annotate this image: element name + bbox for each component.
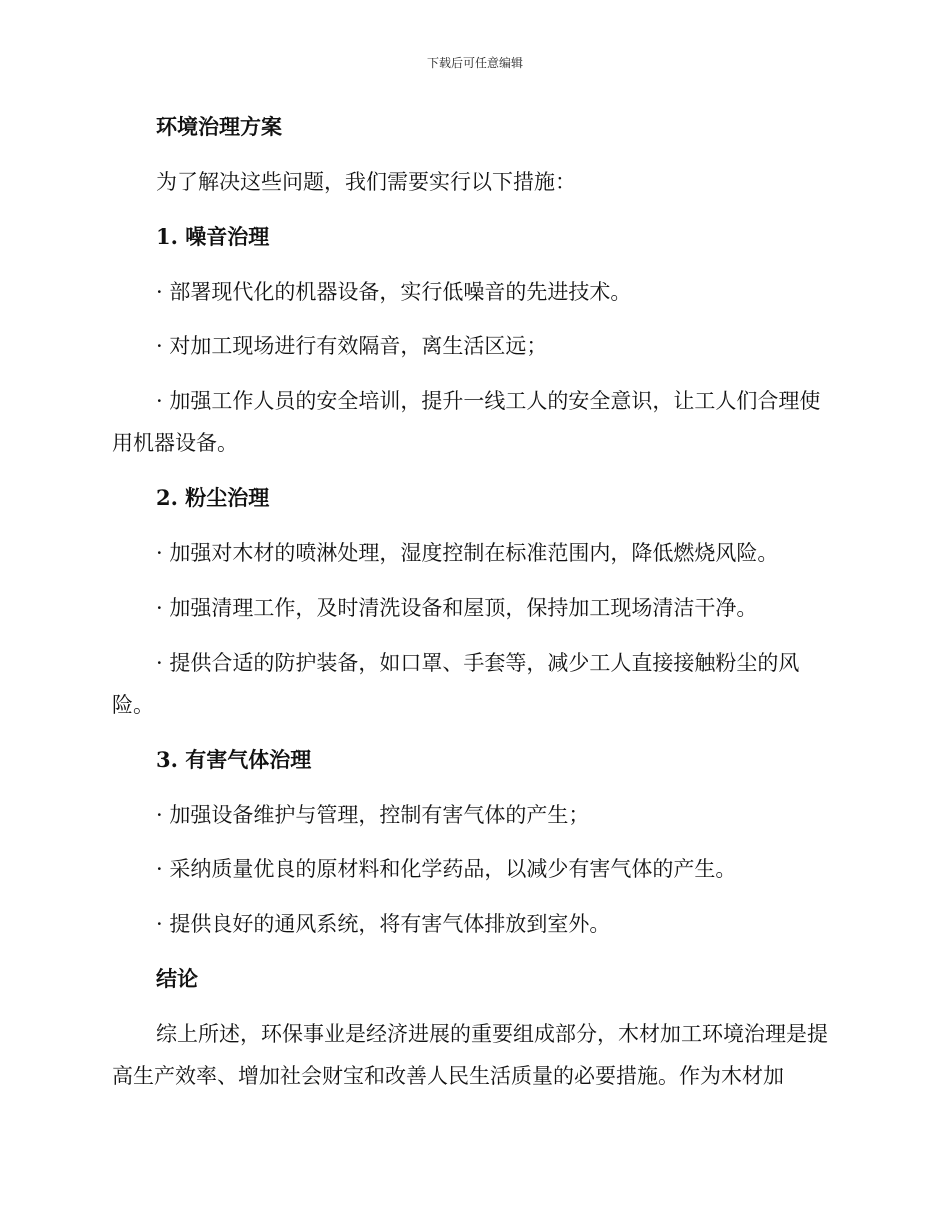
section-heading-gas: 3. 有害气体治理 xyxy=(156,747,312,772)
section-heading-noise: 1. 噪音治理 xyxy=(156,224,270,249)
conclusion-heading: 结论 xyxy=(156,966,198,991)
document-title: 环境治理方案 xyxy=(156,114,282,139)
page-header-note: 下载后可任意编辑 xyxy=(426,56,523,70)
dust-bullet-3: · 提供合适的防护装备，如口罩、手套等，减少工人直接接触粉尘的风险。 xyxy=(112,651,800,717)
noise-bullet-1: · 部署现代化的机器设备，实行低噪音的先进技术。 xyxy=(156,280,632,304)
intro-paragraph: 为了解决这些问题，我们需要实行以下措施： xyxy=(156,170,576,194)
conclusion-paragraph: 综上所述，环保事业是经济进展的重要组成部分，木材加工环境治理是提高生产效率、增加社会财宝和改善人民生活质量的必要措施。作为木材加 xyxy=(112,1022,828,1088)
noise-bullet-2: · 对加工现场进行有效隔音，离生活区远； xyxy=(156,334,548,358)
gas-bullet-2: · 采纳质量优良的原材料和化学药品，以减少有害气体的产生。 xyxy=(156,857,737,881)
gas-bullet-3: · 提供良好的通风系统，将有害气体排放到室外。 xyxy=(156,912,611,936)
dust-bullet-2: · 加强清理工作，及时清洗设备和屋顶，保持加工现场清洁干净。 xyxy=(156,596,758,620)
dust-bullet-1: · 加强对木材的喷淋处理，湿度控制在标准范围内，降低燃烧风险。 xyxy=(156,541,779,565)
section-heading-dust: 2. 粉尘治理 xyxy=(156,485,270,510)
noise-bullet-3: · 加强工作人员的安全培训，提升一线工人的安全意识，让工人们合理使用机器设备。 xyxy=(112,389,821,455)
gas-bullet-1: · 加强设备维护与管理，控制有害气体的产生； xyxy=(156,803,590,827)
